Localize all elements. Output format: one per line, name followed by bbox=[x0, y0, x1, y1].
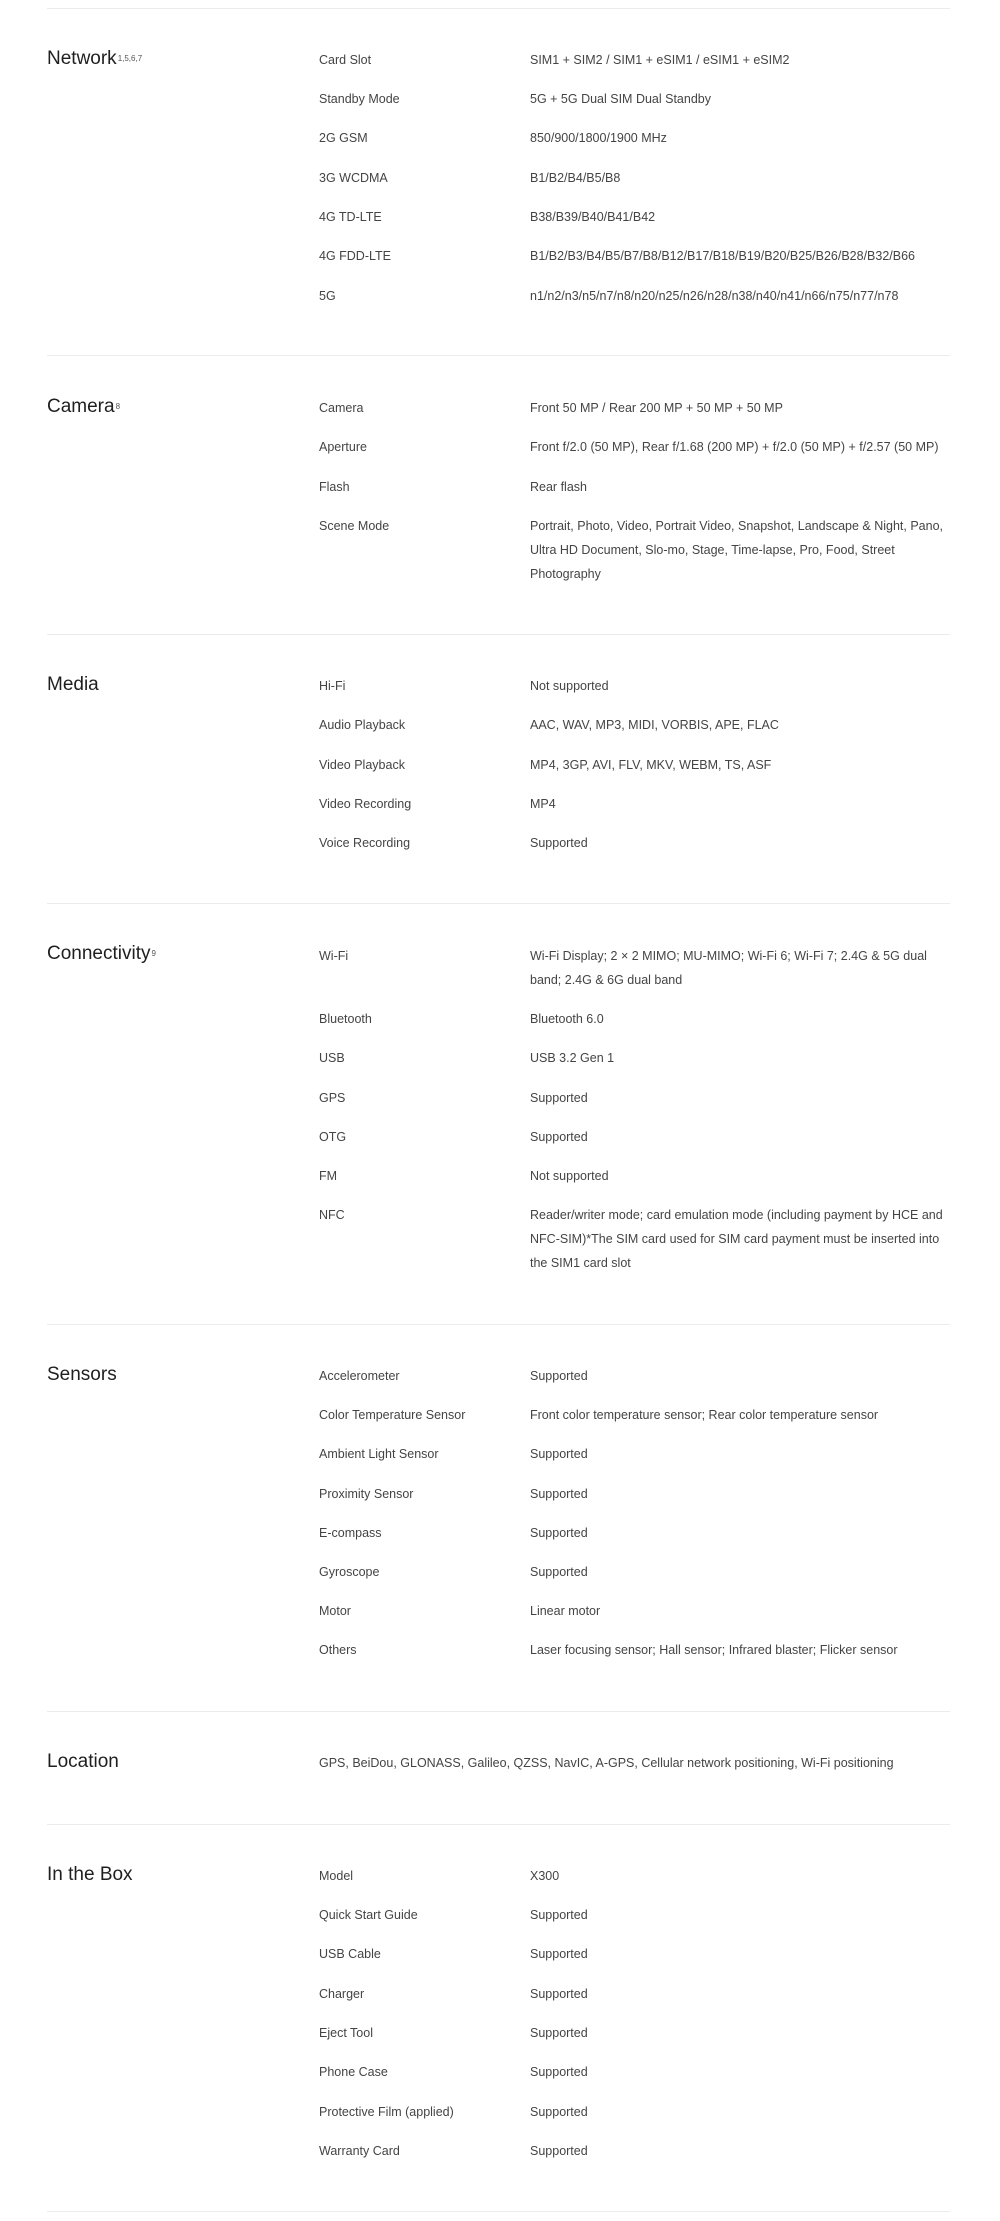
spec-label: Scene Mode bbox=[319, 519, 390, 533]
spec-label: USB bbox=[319, 1051, 345, 1065]
spec-value: Supported bbox=[530, 1987, 588, 2001]
spec-value: Supported bbox=[530, 1526, 588, 1540]
spec-value: Supported bbox=[530, 2105, 588, 2119]
in-the-box-section-title: In the Box bbox=[47, 1864, 133, 1885]
section-divider bbox=[47, 634, 950, 635]
spec-value: Supported bbox=[530, 2144, 588, 2158]
spec-value: MP4, 3GP, AVI, FLV, MKV, WEBM, TS, ASF bbox=[530, 758, 772, 772]
spec-label: GPS bbox=[319, 1091, 346, 1105]
spec-value: Wi-Fi Display; 2 × 2 MIMO; MU-MIMO; Wi-Fi 6; Wi-Fi 7; 2.4G & 5G dual band; 2.4G & 6G dual band bbox=[530, 949, 927, 987]
spec-label: 5G bbox=[319, 289, 336, 303]
spec-value: Not supported bbox=[530, 1169, 609, 1183]
spec-value: MP4 bbox=[530, 797, 556, 811]
spec-label: Eject Tool bbox=[319, 2026, 373, 2040]
spec-value: X300 bbox=[530, 1869, 560, 1883]
spec-value: n1/n2/n3/n5/n7/n8/n20/n25/n26/n28/n38/n40/n41/n66/n75/n77/n78 bbox=[530, 289, 899, 303]
spec-label: Aperture bbox=[319, 440, 367, 454]
spec-value: Supported bbox=[530, 1369, 588, 1383]
spec-label: Others bbox=[319, 1643, 357, 1657]
spec-value: Supported bbox=[530, 1091, 588, 1105]
spec-value: B1/B2/B3/B4/B5/B7/B8/B12/B17/B18/B19/B20/B25/B26/B28/B32/B66 bbox=[530, 249, 916, 263]
camera-footnote: 8 bbox=[115, 402, 121, 411]
section-divider bbox=[47, 2211, 950, 2212]
section-divider bbox=[47, 1711, 950, 1712]
spec-value: Reader/writer mode; card emulation mode (including payment by HCE and NFC-SIM)*The SIM card used for SIM card payment must be inserted into the SIM1 card slot bbox=[530, 1208, 943, 1270]
network-section-title: Network$^{1,5,6,7}$ bbox=[47, 48, 143, 69]
spec-value: Supported bbox=[530, 2026, 588, 2040]
spec-value: Supported bbox=[530, 836, 588, 850]
spec-label: 3G WCDMA bbox=[319, 171, 388, 185]
spec-label: OTG bbox=[319, 1130, 347, 1144]
spec-value: Portrait, Photo, Video, Portrait Video, Snapshot, Landscape & Night, Pano, Ultra HD Document, Slo-mo, Stage, Time-lapse, Pro, Food, Street Photography bbox=[530, 519, 943, 581]
spec-label: Color Temperature Sensor bbox=[319, 1408, 466, 1422]
spec-label: E-compass bbox=[319, 1526, 382, 1540]
section-divider bbox=[47, 355, 950, 356]
spec-label: USB Cable bbox=[319, 1947, 381, 1961]
location-value: GPS, BeiDou, GLONASS, Galileo, QZSS, NavIC, A-GPS, Cellular network positioning, Wi-Fi positioning bbox=[319, 1756, 894, 1770]
spec-value: Bluetooth 6.0 bbox=[530, 1012, 604, 1026]
spec-label: 2G GSM bbox=[319, 131, 368, 145]
spec-value: 5G + 5G Dual SIM Dual Standby bbox=[530, 92, 711, 106]
section-divider bbox=[47, 1824, 950, 1825]
spec-value: SIM1 + SIM2 / SIM1 + eSIM1 / eSIM1 + eSIM2 bbox=[530, 53, 790, 67]
spec-value: Supported bbox=[530, 1947, 588, 1961]
network-footnote: 1,5,6,7 bbox=[117, 54, 143, 63]
spec-value: 850/900/1800/1900 MHz bbox=[530, 131, 667, 145]
spec-label: Flash bbox=[319, 480, 350, 494]
spec-value: Front color temperature sensor; Rear color temperature sensor bbox=[530, 1408, 879, 1422]
spec-value: Not supported bbox=[530, 679, 609, 693]
spec-value: Front 50 MP / Rear 200 MP + 50 MP + 50 MP bbox=[530, 401, 783, 415]
spec-label: Protective Film (applied) bbox=[319, 2105, 454, 2119]
spec-value: Supported bbox=[530, 1565, 588, 1579]
spec-value: B38/B39/B40/B41/B42 bbox=[530, 210, 656, 224]
spec-label: Quick Start Guide bbox=[319, 1908, 418, 1922]
spec-label: Card Slot bbox=[319, 53, 372, 67]
spec-label: 4G FDD-LTE bbox=[319, 249, 391, 263]
spec-label: Wi-Fi bbox=[319, 949, 349, 963]
spec-label: Voice Recording bbox=[319, 836, 411, 850]
spec-value: AAC, WAV, MP3, MIDI, VORBIS, APE, FLAC bbox=[530, 718, 779, 732]
spec-label: Video Playback bbox=[319, 758, 405, 772]
spec-label: Hi-Fi bbox=[319, 679, 346, 693]
spec-value: Supported bbox=[530, 1447, 588, 1461]
spec-label: Warranty Card bbox=[319, 2144, 400, 2158]
spec-label: Proximity Sensor bbox=[319, 1487, 414, 1501]
spec-value: Front f/2.0 (50 MP), Rear f/1.68 (200 MP) + f/2.0 (50 MP) + f/2.57 (50 MP) bbox=[530, 440, 939, 454]
spec-label: Camera bbox=[319, 401, 364, 415]
section-divider bbox=[47, 8, 950, 9]
media-section-title: Media bbox=[47, 674, 99, 695]
spec-value: Supported bbox=[530, 1487, 588, 1501]
spec-value: Linear motor bbox=[530, 1604, 601, 1618]
spec-value: Supported bbox=[530, 1908, 588, 1922]
spec-value: Supported bbox=[530, 2065, 588, 2079]
spec-label: Charger bbox=[319, 1987, 365, 2001]
spec-value: B1/B2/B4/B5/B8 bbox=[530, 171, 621, 185]
spec-value: Rear flash bbox=[530, 480, 587, 494]
spec-value: USB 3.2 Gen 1 bbox=[530, 1051, 615, 1065]
spec-label: 4G TD-LTE bbox=[319, 210, 382, 224]
section-divider bbox=[47, 903, 950, 904]
spec-label: FM bbox=[319, 1169, 338, 1183]
camera-section-title: Camera$^8$ bbox=[47, 396, 121, 417]
spec-label: Gyroscope bbox=[319, 1565, 380, 1579]
spec-label: NFC bbox=[319, 1208, 345, 1222]
connectivity-section-title: Connectivity$^9$ bbox=[47, 943, 156, 964]
spec-label: Standby Mode bbox=[319, 92, 400, 106]
spec-value: Laser focusing sensor; Hall sensor; Infrared blaster; Flicker sensor bbox=[530, 1643, 898, 1657]
location-section-title: Location bbox=[47, 1751, 119, 1772]
connectivity-footnote: 9 bbox=[151, 949, 156, 958]
spec-label: Audio Playback bbox=[319, 718, 406, 732]
spec-label: Ambient Light Sensor bbox=[319, 1447, 439, 1461]
sensors-section-title: Sensors bbox=[47, 1364, 117, 1385]
spec-label: Motor bbox=[319, 1604, 351, 1618]
spec-label: Video Recording bbox=[319, 797, 412, 811]
spec-label: Accelerometer bbox=[319, 1369, 400, 1383]
spec-label: Model bbox=[319, 1869, 354, 1883]
spec-label: Phone Case bbox=[319, 2065, 388, 2079]
spec-value: Supported bbox=[530, 1130, 588, 1144]
section-divider bbox=[47, 1324, 950, 1325]
spec-label: Bluetooth bbox=[319, 1012, 372, 1026]
